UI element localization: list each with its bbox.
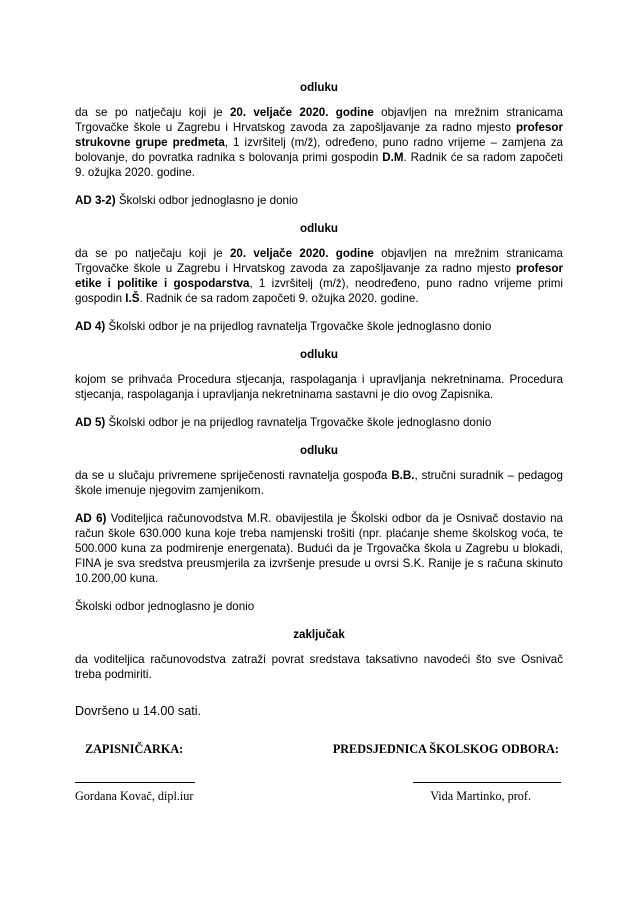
document-body — [75, 80, 563, 719]
recorder-name: Gordana Kovač, dipl.iur — [75, 789, 194, 803]
closing-time: Dovršeno u 14.00 sati. — [75, 704, 202, 718]
paragraph-board-decided: Školski odbor jednoglasno je donio — [75, 600, 255, 613]
paragraph-ad-5: AD 5) Školski odbor je na prijedlog ravnatelja Trgovačke škole jednoglasno donio — [75, 416, 492, 429]
paragraph-ad-3-2: AD 3-2) Školski odbor jednoglasno je donio — [75, 194, 298, 207]
paragraph-ad-4: AD 4) Školski odbor je na prijedlog ravnatelja Trgovačke škole jednoglasno donio — [75, 320, 492, 333]
recorder-title: ZAPISNIČARKA: — [85, 742, 184, 756]
chairwoman-name: Vida Martinko, prof. — [430, 789, 531, 803]
paragraph-decision-2: da se po natječaju koji je 20. veljače 2020. godine objavljen na mrežnim stranicama Trgovačke škole u Zagrebu i Hrvatskog zavoda za zapošljavanje za radno mjesto profesor etike i politike i gospodarstva, 1 izvršitelj (m/ž), neodređeno, puno radno vrijeme primi gospodin I.Š. Radnik će sa radom započeti 9. ožujka 2020. godine. — [75, 247, 563, 305]
section-heading-odluku-4: odluku — [300, 444, 338, 457]
paragraph-decision-4: da se u slučaju privremene spriječenosti ravnatelja gospođa B.B., stručni suradnik – pedagog škole imenuje njegovim zamjenikom. — [75, 469, 563, 497]
signature-line-left — [75, 782, 195, 783]
chairwoman-title: PREDSJEDNICA ŠKOLSKOG ODBORA: — [332, 742, 559, 756]
section-heading-odluku-1: odluku — [300, 81, 338, 94]
section-heading-zakljucak: zaključak — [293, 628, 345, 641]
paragraph-ad-6: AD 6) Voditeljica računovodstva M.R. obavijestila je Školski odbor da je Osnivač dostavio na račun škole 630.000 kuna koje treba namjenski trošiti (npr. plaćanje sheme školskog voća, te 500.000 kuna za podmirenje energenata). Budući da je Trgovačka škola u Zagrebu u blokadi, FINA je sva sredstva preusmjerila za izvršenje presude u ovrsi S.K. Ranije je s računa skinuto 10.200,00 kuna. — [75, 512, 564, 585]
signature-line-right — [413, 782, 561, 783]
paragraph-decision-3: kojom se prihvaća Procedura stjecanja, raspolaganja i upravljanja nekretninama. Procedura stjecanja, raspolaganja i upravljanja nekretninama sastavni je dio ovog Zapisnika. — [75, 373, 563, 401]
section-heading-odluku-2: odluku — [300, 222, 338, 235]
section-heading-odluku-3: odluku — [300, 348, 338, 361]
paragraph-conclusion: da voditeljica računovodstva zatraži povrat sredstava taksativno navodeći što sve Osnivač treba podmiriti. — [75, 653, 563, 681]
paragraph-decision-1: da se po natječaju koji je 20. veljače 2020. godine objavljen na mrežnim stranicama Trgovačke škole u Zagrebu i Hrvatskog zavoda za zapošljavanje za radno mjesto profesor strukovne grupe predmeta, 1 izvršitelj (m/ž), određeno, puno radno vrijeme – zamjena za bolovanje, do povratka radnika s bolovanja primi gospodin D.M. Radnik će sa radom započeti 9. ožujka 2020. godine. — [75, 106, 564, 179]
